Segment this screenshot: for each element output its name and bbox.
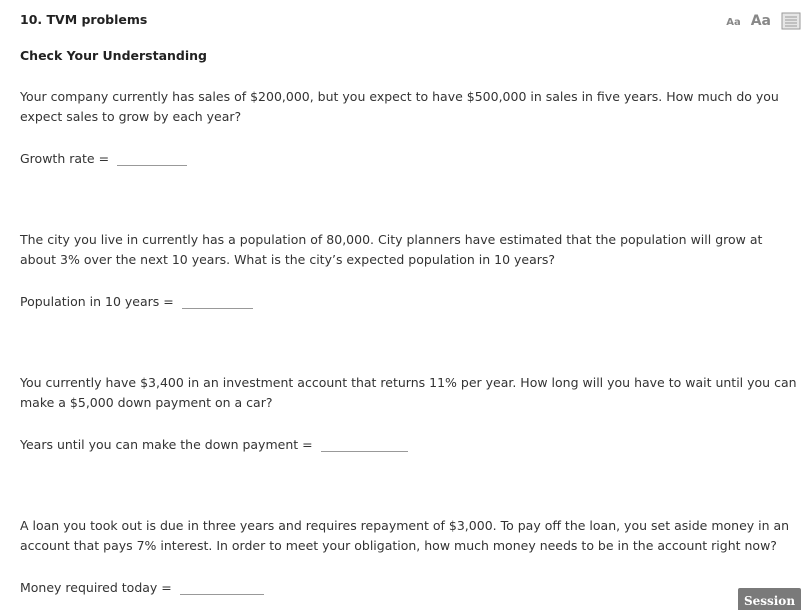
font-increase-button[interactable]: Aa — [750, 13, 771, 29]
question-4-text: A loan you took out is due in three years and requires repayment of $3,000. To pay off the loan, you set aside money in an account that pays 7% interest. In order to meet your obligation, how much money needs to be in the account right now? — [20, 518, 790, 553]
question-1-text: Your company currently has sales of $200,000, but you expect to have $500,000 in sales in five years. How much do you expect sales to grow by each year? — [20, 89, 779, 124]
answer-row-1 — [20, 149, 187, 166]
population-input[interactable] — [182, 292, 253, 309]
question-2-text: The city you live in currently has a population of 80,000. City planners have estimated that the population will grow at about 3% over the next 10 years. What is the city’s expected population in 10 years? — [20, 232, 763, 267]
page-title: 10. TVM problems — [20, 12, 148, 27]
growth-rate-input[interactable] — [117, 149, 187, 166]
answer-label-2: Population in 10 years = — [20, 294, 174, 309]
answer-row-4 — [20, 578, 264, 595]
question-3-text: You currently have $3,400 in an investment account that returns 11% per year. How long will you have to wait until you can make a $5,000 down payment on a car? — [20, 375, 797, 410]
answer-label-3: Years until you can make the down payment = — [20, 437, 313, 452]
answer-label-1: Growth rate = — [20, 151, 110, 166]
money-required-input[interactable] — [180, 578, 264, 595]
session-button[interactable]: Session — [738, 588, 801, 610]
years-input[interactable] — [321, 435, 408, 452]
section-heading: Check Your Understanding — [20, 48, 207, 63]
font-decrease-button[interactable]: Aa — [726, 17, 741, 28]
answer-row-3 — [20, 435, 408, 452]
font-size-tools — [726, 12, 801, 30]
answer-label-4: Money required today = — [20, 580, 172, 595]
print-icon[interactable] — [781, 12, 801, 30]
answer-row-2 — [20, 292, 253, 309]
